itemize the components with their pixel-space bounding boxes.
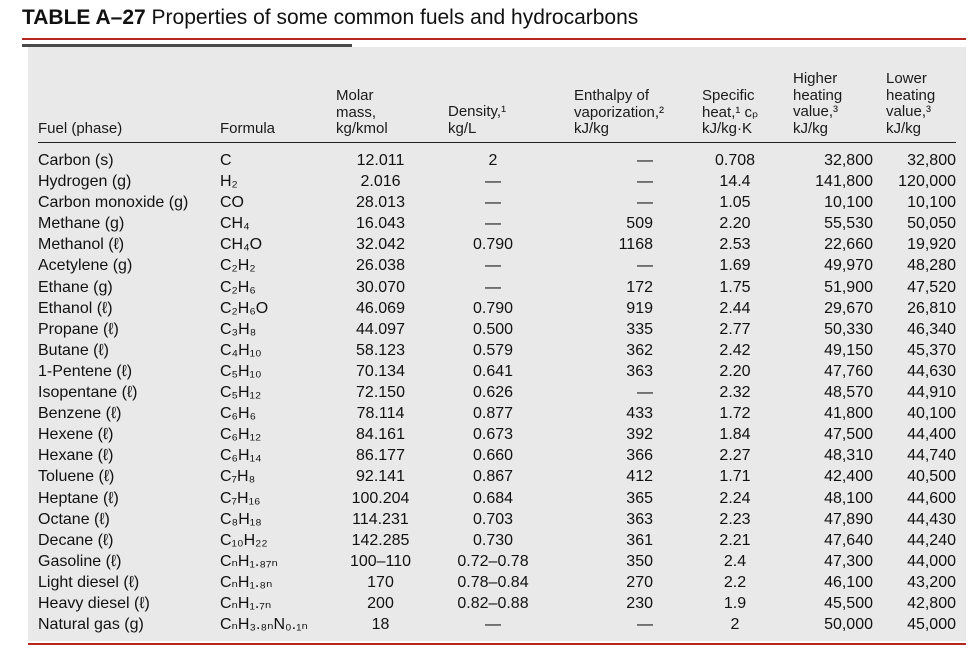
table-row xyxy=(28,466,966,487)
cell-lhv: 47,520 xyxy=(907,278,956,296)
cell-enthalpy: 362 xyxy=(626,341,653,359)
cell-enthalpy: 335 xyxy=(626,320,653,338)
cell-formula: C₅H₁₀ xyxy=(220,362,262,380)
cell-density: 0.500 xyxy=(472,320,514,338)
cell-fuel: Isopentane (ℓ) xyxy=(38,384,138,402)
cell-molar-mass: 100–110 xyxy=(349,552,412,570)
cell-hhv: 46,100 xyxy=(824,573,873,591)
header-divider xyxy=(38,142,956,143)
cell-hhv: 49,150 xyxy=(824,341,873,359)
cell-hhv: 141,800 xyxy=(815,173,873,191)
cell-specific-heat: 14.4 xyxy=(719,173,751,191)
header-line: Density,¹ xyxy=(448,103,507,120)
header-line: heat,¹ cₚ xyxy=(702,103,759,121)
cell-specific-heat: 2.23 xyxy=(719,510,751,528)
cell-formula: C₅H₁₂ xyxy=(220,384,262,402)
cell-specific-heat: 1.9 xyxy=(723,594,747,612)
table-row xyxy=(28,150,966,171)
header-line: Specific xyxy=(702,87,755,104)
cell-hhv: 41,800 xyxy=(824,405,873,423)
cell-formula: CO xyxy=(220,194,244,212)
cell-molar-mass: 26.038 xyxy=(356,257,405,275)
table-row xyxy=(28,445,966,466)
cell-formula: CH₄O xyxy=(220,236,263,254)
cell-lhv: 10,100 xyxy=(907,194,956,212)
cell-molar-mass: 100.204 xyxy=(351,489,410,507)
cell-density: 0.877 xyxy=(472,405,514,423)
data-table xyxy=(28,47,966,641)
table-row xyxy=(28,424,966,445)
cell-density: 0.641 xyxy=(472,362,514,380)
cell-hhv: 45,500 xyxy=(824,594,873,612)
cell-specific-heat: 1.05 xyxy=(719,194,751,212)
cell-formula: C₂H₆O xyxy=(220,299,269,317)
cell-specific-heat: 2.20 xyxy=(719,362,751,380)
cell-specific-heat: 2.24 xyxy=(719,489,751,507)
cell-enthalpy: — xyxy=(637,616,653,634)
cell-lhv: 45,000 xyxy=(907,616,956,634)
cell-density: 0.660 xyxy=(472,447,514,465)
cell-fuel: Propane (ℓ) xyxy=(38,320,119,338)
header-line: Enthalpy of xyxy=(574,87,650,104)
header-line: value,³ xyxy=(886,103,932,120)
table-row xyxy=(28,171,966,192)
cell-enthalpy: 172 xyxy=(626,278,653,296)
header-fuel xyxy=(38,121,122,138)
cell-fuel: Butane (ℓ) xyxy=(38,341,109,359)
header-density xyxy=(448,104,506,137)
cell-density: 0.867 xyxy=(472,468,514,486)
cell-enthalpy: 412 xyxy=(626,468,653,486)
cell-fuel: Ethanol (ℓ) xyxy=(38,299,113,317)
cell-enthalpy: 366 xyxy=(626,447,653,465)
cell-formula: C xyxy=(220,152,232,169)
table-row xyxy=(28,509,966,530)
cell-formula: C₆H₆ xyxy=(220,405,257,423)
header-line: Higher xyxy=(793,70,838,87)
cell-specific-heat: 0.708 xyxy=(714,152,756,169)
table-row xyxy=(28,551,966,572)
cell-molar-mass: 18 xyxy=(371,616,390,634)
cell-hhv: 22,660 xyxy=(824,236,873,254)
cell-formula: H₂ xyxy=(220,173,238,191)
cell-density: — xyxy=(485,257,501,275)
cell-formula: C₇H₁₆ xyxy=(220,489,261,507)
table-row xyxy=(28,255,966,276)
table-title xyxy=(22,6,638,30)
cell-formula: CₙH₁.₈ₙ xyxy=(220,573,273,591)
cell-molar-mass: 12.011 xyxy=(356,152,405,169)
cell-specific-heat: 2.27 xyxy=(719,447,751,465)
cell-hhv: 50,330 xyxy=(824,320,873,338)
cell-fuel: Heptane (ℓ) xyxy=(38,489,119,507)
cell-lhv: 26,810 xyxy=(907,299,956,317)
cell-formula: C₂H₂ xyxy=(220,257,256,275)
header-enthalpy xyxy=(574,88,664,138)
cell-formula: C₃H₈ xyxy=(220,320,257,338)
cell-lhv: 44,000 xyxy=(907,552,956,570)
cell-enthalpy: 365 xyxy=(626,489,653,507)
cell-lhv: 44,400 xyxy=(907,426,956,444)
cell-enthalpy: 433 xyxy=(626,405,653,423)
cell-density: 2 xyxy=(488,152,498,169)
cell-formula: C₁₀H₂₂ xyxy=(220,531,268,549)
cell-hhv: 47,890 xyxy=(824,510,873,528)
table-row xyxy=(28,213,966,234)
cell-formula: CₙH₃.₈ₙN₀.₁ₙ xyxy=(220,616,308,634)
header-line: vaporization,² xyxy=(574,103,665,121)
cell-enthalpy: 363 xyxy=(626,362,653,380)
cell-enthalpy: — xyxy=(637,173,653,191)
cell-fuel: Ethane (g) xyxy=(38,278,113,296)
header-line: kJ/kg·K xyxy=(702,120,753,137)
cell-enthalpy: 361 xyxy=(626,531,653,549)
cell-lhv: 44,740 xyxy=(907,447,956,465)
cell-formula: CH₄ xyxy=(220,215,250,233)
cell-fuel: Toluene (ℓ) xyxy=(38,468,115,486)
cell-lhv: 48,280 xyxy=(907,257,956,275)
cell-molar-mass: 30.070 xyxy=(356,278,405,296)
cell-enthalpy: 1168 xyxy=(618,236,653,254)
cell-density: 0.72–0.78 xyxy=(457,552,529,570)
top-rule xyxy=(22,38,966,40)
cell-molar-mass: 46.069 xyxy=(356,299,405,317)
cell-enthalpy: — xyxy=(637,384,653,402)
cell-specific-heat: 1.72 xyxy=(719,405,751,423)
cell-molar-mass: 70.134 xyxy=(356,362,405,380)
cell-specific-heat: 1.71 xyxy=(719,468,751,486)
table-row xyxy=(28,234,966,255)
cell-hhv: 55,530 xyxy=(824,215,873,233)
cell-hhv: 51,900 xyxy=(824,278,873,296)
cell-molar-mass: 2.016 xyxy=(360,173,401,191)
cell-formula: CₙH₁.₇ₙ xyxy=(220,594,272,612)
cell-density: 0.703 xyxy=(472,510,514,528)
header-line: Fuel (phase) xyxy=(38,120,123,137)
header-line: Lower xyxy=(886,70,927,87)
cell-fuel: Gasoline (ℓ) xyxy=(38,552,122,570)
table-label: TABLE A–27 xyxy=(22,6,146,29)
cell-formula: C₈H₁₈ xyxy=(220,510,262,528)
table-caption: Properties of some common fuels and hydrocarbons xyxy=(151,6,639,29)
cell-lhv: 44,240 xyxy=(907,531,956,549)
cell-molar-mass: 28.013 xyxy=(356,194,405,212)
cell-lhv: 44,630 xyxy=(907,362,956,380)
table-row xyxy=(28,488,966,509)
cell-formula: CₙH₁.₈₇ₙ xyxy=(220,552,278,570)
cell-lhv: 40,500 xyxy=(907,468,956,486)
cell-hhv: 10,100 xyxy=(824,194,873,212)
cell-density: — xyxy=(485,616,501,634)
cell-fuel: 1-Pentene (ℓ) xyxy=(38,362,133,380)
cell-enthalpy: 392 xyxy=(626,426,653,444)
header-line: kJ/kg xyxy=(793,119,829,137)
cell-lhv: 50,050 xyxy=(907,215,956,233)
table-row xyxy=(28,382,966,403)
cell-molar-mass: 92.141 xyxy=(356,468,405,486)
table-row xyxy=(28,361,966,382)
cell-enthalpy: 270 xyxy=(626,573,653,591)
header-hhv xyxy=(793,71,842,137)
cell-density: 0.673 xyxy=(472,426,514,444)
cell-density: — xyxy=(485,173,501,191)
bottom-rule xyxy=(28,643,966,645)
cell-molar-mass: 72.150 xyxy=(356,384,405,402)
cell-specific-heat: 2.2 xyxy=(723,573,747,591)
table-row xyxy=(28,340,966,361)
cell-lhv: 40,100 xyxy=(907,405,956,423)
cell-specific-heat: 2.20 xyxy=(719,215,751,233)
cell-molar-mass: 200 xyxy=(367,594,394,612)
header-line: Formula xyxy=(220,120,276,137)
cell-specific-heat: 1.75 xyxy=(719,278,751,296)
cell-fuel: Acetylene (g) xyxy=(38,257,133,275)
cell-fuel: Hexene (ℓ) xyxy=(38,426,114,444)
header-specific-heat xyxy=(702,88,758,138)
cell-molar-mass: 32.042 xyxy=(356,236,405,254)
cell-density: 0.790 xyxy=(472,299,514,317)
header-line: Molar xyxy=(336,87,374,104)
cell-specific-heat: 2.42 xyxy=(719,341,751,359)
cell-density: — xyxy=(485,194,501,212)
cell-lhv: 44,600 xyxy=(907,489,956,507)
cell-molar-mass: 78.114 xyxy=(356,405,405,423)
table-row xyxy=(28,298,966,319)
cell-fuel: Methanol (ℓ) xyxy=(38,236,125,254)
cell-specific-heat: 1.84 xyxy=(719,426,751,444)
header-line: kg/kmol xyxy=(336,120,388,137)
cell-specific-heat: 2.53 xyxy=(719,236,751,254)
cell-hhv: 50,000 xyxy=(824,616,873,634)
cell-hhv: 48,310 xyxy=(824,447,873,465)
cell-hhv: 42,400 xyxy=(824,468,873,486)
cell-molar-mass: 86.177 xyxy=(356,447,405,465)
cell-lhv: 120,000 xyxy=(898,173,956,191)
cell-hhv: 47,760 xyxy=(824,362,873,380)
cell-hhv: 48,100 xyxy=(824,489,873,507)
cell-hhv: 47,500 xyxy=(824,426,873,444)
cell-fuel: Benzene (ℓ) xyxy=(38,405,122,423)
header-line: value,³ xyxy=(793,103,839,120)
cell-lhv: 44,910 xyxy=(907,384,956,402)
cell-molar-mass: 114.231 xyxy=(352,510,409,528)
cell-fuel: Decane (ℓ) xyxy=(38,531,114,549)
cell-specific-heat: 1.69 xyxy=(719,257,751,275)
cell-enthalpy: 363 xyxy=(626,510,653,528)
cell-formula: C₂H₆ xyxy=(220,278,256,296)
table-row xyxy=(28,614,966,635)
cell-lhv: 46,340 xyxy=(907,320,956,338)
table-row xyxy=(28,593,966,614)
table-row xyxy=(28,403,966,424)
cell-enthalpy: 230 xyxy=(626,594,653,612)
cell-fuel: Octane (ℓ) xyxy=(38,510,110,528)
cell-formula: C₆H₁₂ xyxy=(220,426,262,444)
cell-hhv: 47,300 xyxy=(824,552,873,570)
cell-hhv: 48,570 xyxy=(824,384,873,402)
cell-molar-mass: 142.285 xyxy=(351,531,410,549)
cell-lhv: 32,800 xyxy=(907,152,956,169)
cell-lhv: 42,800 xyxy=(907,594,956,612)
cell-fuel: Hexane (ℓ) xyxy=(38,447,114,465)
cell-fuel: Heavy diesel (ℓ) xyxy=(38,594,150,612)
cell-formula: C₄H₁₀ xyxy=(220,341,262,359)
cell-density: 0.78–0.84 xyxy=(457,573,529,591)
table-body xyxy=(28,150,966,635)
cell-density: — xyxy=(485,215,501,233)
header-line: heating xyxy=(793,86,843,104)
cell-fuel: Hydrogen (g) xyxy=(38,173,132,191)
header-lhv xyxy=(886,71,935,137)
cell-formula: C₆H₁₄ xyxy=(220,447,262,465)
cell-enthalpy: 509 xyxy=(626,215,653,233)
cell-specific-heat: 2.4 xyxy=(723,552,747,570)
cell-density: — xyxy=(485,278,501,296)
cell-enthalpy: 350 xyxy=(626,552,653,570)
header-line: kJ/kg xyxy=(574,120,610,137)
header-molar xyxy=(336,88,388,138)
cell-density: 0.684 xyxy=(472,489,514,507)
cell-fuel: Light diesel (ℓ) xyxy=(38,573,140,591)
cell-molar-mass: 16.043 xyxy=(356,215,405,233)
cell-formula: C₇H₈ xyxy=(220,468,256,486)
cell-specific-heat: 2 xyxy=(730,616,740,634)
table-row xyxy=(28,572,966,593)
cell-density: 0.82–0.88 xyxy=(457,594,529,612)
cell-specific-heat: 2.44 xyxy=(719,299,751,317)
cell-enthalpy: 919 xyxy=(626,299,653,317)
cell-enthalpy: — xyxy=(637,152,653,169)
table-row xyxy=(28,530,966,551)
cell-density: 0.626 xyxy=(472,384,514,402)
cell-density: 0.790 xyxy=(472,236,514,254)
cell-lhv: 45,370 xyxy=(907,341,956,359)
cell-density: 0.730 xyxy=(472,531,514,549)
cell-hhv: 32,800 xyxy=(824,152,873,169)
table-row xyxy=(28,192,966,213)
cell-hhv: 49,970 xyxy=(824,257,873,275)
cell-hhv: 29,670 xyxy=(824,299,873,317)
table-row xyxy=(28,319,966,340)
cell-lhv: 43,200 xyxy=(907,573,956,591)
cell-fuel: Natural gas (g) xyxy=(38,616,144,634)
cell-fuel: Carbon monoxide (g) xyxy=(38,194,189,212)
cell-hhv: 47,640 xyxy=(824,531,873,549)
cell-specific-heat: 2.77 xyxy=(719,320,751,338)
cell-enthalpy: — xyxy=(637,257,653,275)
header-line: heating xyxy=(886,86,936,104)
table-row xyxy=(28,277,966,298)
cell-molar-mass: 170 xyxy=(367,573,394,591)
cell-specific-heat: 2.21 xyxy=(719,531,751,549)
cell-lhv: 44,430 xyxy=(907,510,956,528)
cell-lhv: 19,920 xyxy=(907,236,956,254)
cell-molar-mass: 84.161 xyxy=(356,426,405,444)
header-line: kg/L xyxy=(448,119,477,137)
cell-enthalpy: — xyxy=(637,194,653,212)
cell-molar-mass: 58.123 xyxy=(356,341,405,359)
header-formula xyxy=(220,121,275,138)
cell-density: 0.579 xyxy=(472,341,514,359)
cell-specific-heat: 2.32 xyxy=(719,384,751,402)
header-line: mass, xyxy=(336,103,377,121)
cell-fuel: Methane (g) xyxy=(38,215,125,233)
cell-molar-mass: 44.097 xyxy=(356,320,405,338)
header-line: kJ/kg xyxy=(886,119,922,137)
cell-fuel: Carbon (s) xyxy=(38,152,114,169)
